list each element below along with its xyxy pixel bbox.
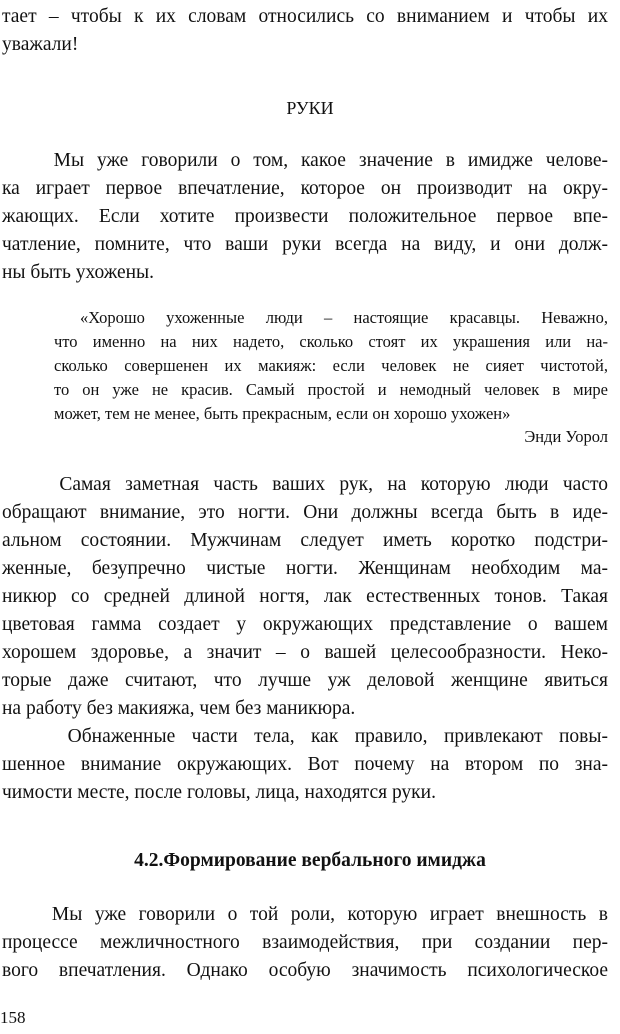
text-line: Самая заметная часть ваших рук, на которую люди часто (2, 474, 608, 495)
text-line: ка играет первое впечатление, которое он производит на окру- (2, 178, 608, 199)
text-line: ны быть ухожены. (2, 262, 155, 283)
text-line: Мы уже говорили о том, какое значение в имидже челове- (2, 150, 608, 171)
text-line: обращают внимание, это ногти. Они должны всегда быть в иде- (2, 502, 608, 523)
text-line: никюр со средней длиной ногтя, лак естественных тонов. Такая (2, 586, 608, 607)
text-line: шенное внимание окружающих. Вот почему на втором по зна- (2, 754, 608, 775)
text-line: на работу без макияжа, чем без маникюра. (2, 698, 356, 719)
text-line: альном состоянии. Мужчинам следует иметь коротко подстри- (2, 530, 608, 551)
text-line: торые даже считают, что лучше уж деловой женщине явиться (2, 670, 608, 691)
text-line: Обнаженные части тела, как правило, привлекают повы- (2, 726, 608, 747)
text-line: цветовая гамма создает у окружающих представление о вашем (2, 614, 608, 635)
quote-line: сколько совершенен их макияж: если человек не сияет чистотой, (54, 356, 608, 375)
text-line: чимости месте, после головы, лица, находятся руки. (2, 782, 436, 803)
quote-line: «Хорошо ухоженные люди – настоящие красавцы. Неважно, (80, 308, 608, 327)
section-title: 4.2.Формирование вербального имиджа (134, 850, 486, 871)
quote-author: Энди Уорол (524, 427, 608, 446)
quote-line: то он уже не красив. Самый простой и немодный человек в мире (54, 380, 608, 399)
quote-line: что именно на них надето, сколько стоят их украшения или на- (54, 332, 608, 351)
text-line: тает – чтобы к их словам относились со вниманием и чтобы их (2, 6, 608, 27)
text-line: вого впечатления. Однако особую значимость психологическое (2, 960, 608, 981)
text-line: хорошем здоровье, а значит – о вашей целесообразности. Неко- (2, 642, 608, 663)
quote-line: может, тем не менее, быть прекрасным, если он хорошо ухожен» (54, 404, 511, 423)
text-line: чатление, помните, что ваши руки всегда на виду, и они долж- (2, 234, 608, 255)
subheading-hands: РУКИ (286, 98, 334, 118)
text-line: Мы уже говорили о той роли, которую играет внешность в (2, 904, 608, 925)
page-number: 158 (0, 1008, 26, 1027)
text-line: уважали! (2, 34, 79, 55)
text-line: женные, безупречно чистые ногти. Женщинам необходим ма- (2, 558, 608, 579)
text-line: процессе межличностного взаимодействия, при создании пер- (2, 932, 608, 953)
text-line: жающих. Если хотите произвести положительное первое впе- (2, 206, 608, 227)
